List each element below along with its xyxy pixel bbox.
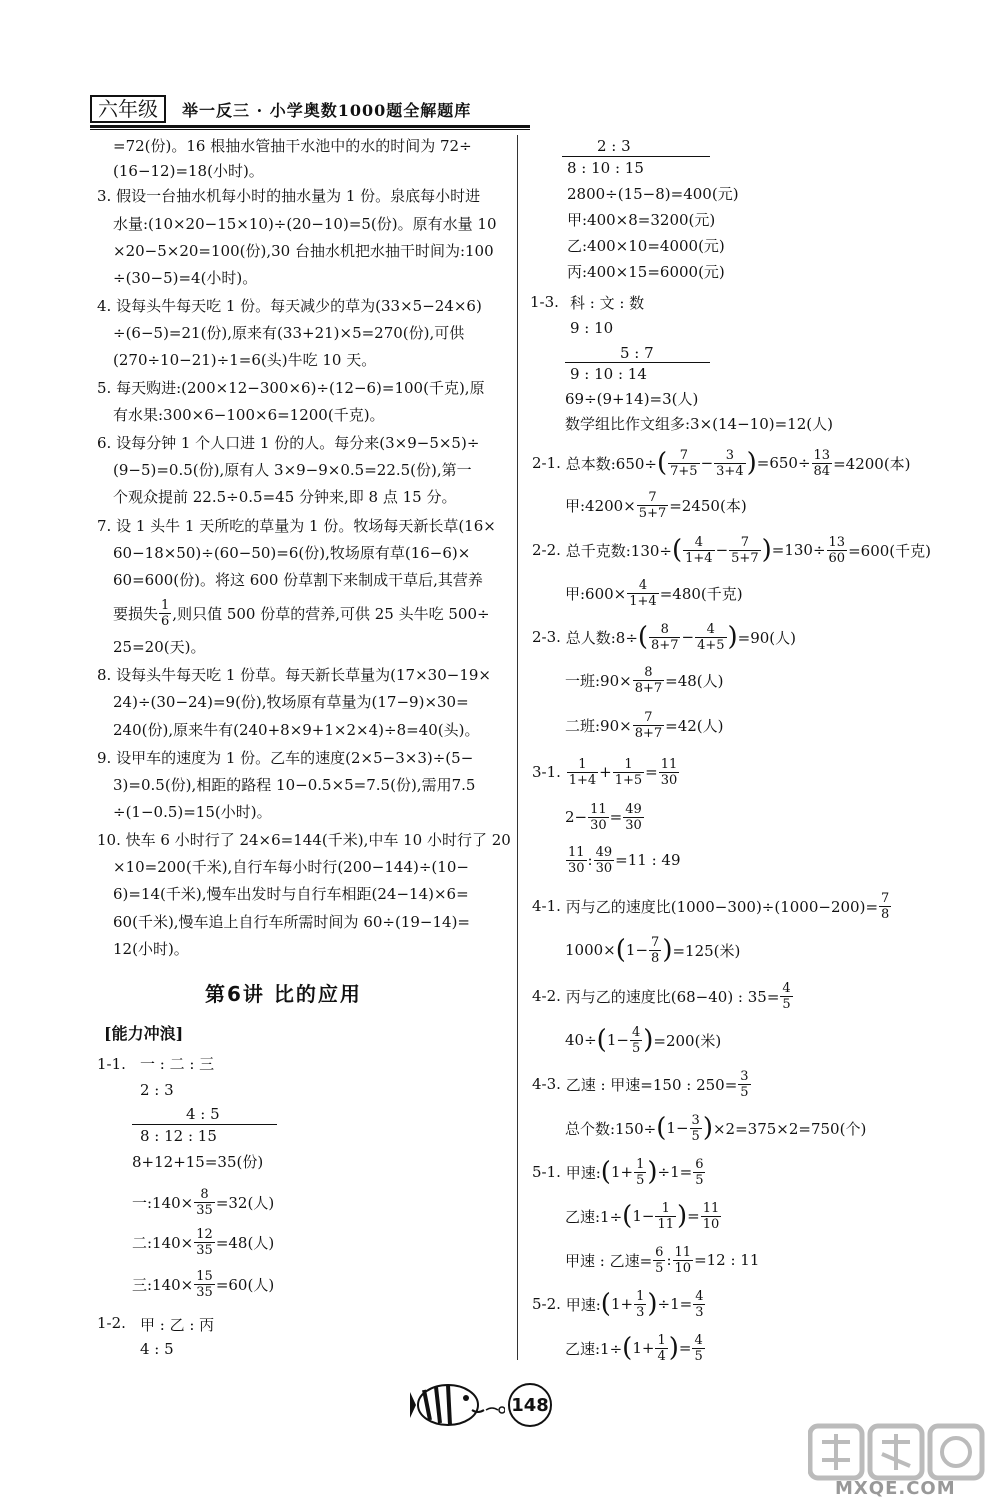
numerator: 1 — [657, 1332, 666, 1348]
equation-2-3-total — [532, 617, 796, 657]
fraction — [690, 1113, 702, 1144]
solution-line: 3. 假设一台抽水机每小时的抽水量为 1 份。泉底每小时进 — [97, 187, 481, 205]
text: =4200(本) — [833, 454, 911, 473]
equation-2-2-total — [532, 530, 931, 570]
text: =60(人) — [215, 1275, 275, 1294]
text: =90(人) — [737, 628, 797, 647]
paren: ( — [637, 622, 649, 652]
numerator: 11 — [702, 1200, 720, 1216]
numerator: 11 — [590, 801, 607, 817]
text: 总本数:650÷ — [565, 454, 657, 473]
text: =48(人) — [665, 671, 724, 690]
fraction — [668, 448, 699, 479]
denominator: 5 — [782, 996, 791, 1012]
fraction — [567, 757, 598, 788]
numerator: 6 — [695, 1156, 704, 1172]
numerator: 1 — [655, 1201, 676, 1217]
problem-label: 4-1. — [532, 897, 561, 915]
text: =2450(本) — [669, 496, 747, 515]
numerator: 1 — [636, 1156, 645, 1172]
fraction — [633, 665, 664, 696]
equation-3-1-sum — [532, 752, 680, 792]
equation-3-1-diff — [565, 797, 645, 837]
fraction — [879, 891, 891, 922]
numerator: 8 — [633, 665, 664, 681]
fraction — [683, 535, 714, 566]
one: 1− — [606, 1031, 629, 1049]
fraction — [194, 1269, 215, 1300]
problem-label: 2-1. — [532, 454, 561, 472]
colon: : — [666, 1251, 672, 1269]
denominator: 84 — [813, 463, 831, 479]
text: 甲:600× — [565, 584, 627, 603]
text: 二班:90× — [565, 716, 632, 735]
fraction — [693, 1157, 705, 1188]
solution-line: 60−18×50)÷(60−50)=6(份),牧场原有草(16−6)× — [113, 544, 471, 562]
paren: ) — [677, 1201, 688, 1231]
solution-line: (16−12)=18(小时)。 — [113, 162, 264, 180]
text: ÷1= — [657, 1295, 693, 1313]
equation-5-2-yi — [565, 1328, 706, 1368]
minus: − — [681, 628, 695, 646]
equation-5-1-ratio — [565, 1240, 759, 1280]
solution-line: 10. 快车 6 小时行了 24×6=144(千米),中车 10 小时行了 20 — [97, 831, 511, 849]
numerator: 49 — [625, 801, 642, 817]
solution-line: 个观众提前 22.5÷0.5=45 分钟来,即 8 点 15 分。 — [113, 488, 457, 506]
denominator: 5 — [695, 1172, 704, 1188]
text: 乙速:1÷ — [565, 1339, 623, 1358]
text: 丙与乙的速度比(1000−300)÷(1000−200)= — [565, 897, 879, 916]
denominator: 4+5 — [697, 637, 725, 653]
fish-mascot-icon — [410, 1380, 505, 1430]
fraction — [827, 535, 848, 566]
text: 甲:4200× — [565, 496, 636, 515]
ratio-rule — [565, 362, 710, 363]
solution-line: 12(小时)。 — [113, 940, 189, 958]
paren: ) — [647, 1157, 658, 1187]
fraction — [634, 1157, 646, 1188]
text: =12 : 11 — [694, 1251, 760, 1269]
minus: − — [715, 541, 729, 559]
denominator: 5 — [740, 1084, 749, 1100]
numerator: 7 — [633, 710, 664, 726]
text: 总个数:150÷ — [565, 1119, 657, 1138]
equals: = — [645, 763, 658, 781]
fraction — [673, 1245, 694, 1276]
section-title: 第6讲 比的应用 — [205, 982, 362, 1006]
problem-1-3-label: 1-3. — [530, 293, 559, 311]
text: 1000× — [565, 941, 616, 959]
solution-line: 4. 设每头牛每天吃 1 份。每天减少的草为(33×5−24×6) — [97, 297, 482, 315]
numerator: 1 — [161, 597, 170, 613]
text: 甲速: — [565, 1295, 601, 1314]
fraction — [659, 757, 680, 788]
solution-line: ×10=200(千米),自行车每小时行(200−144)÷(10− — [113, 858, 469, 876]
problem-label: 2-3. — [532, 628, 561, 646]
watermark-url: MXQE.COM — [835, 1478, 956, 1499]
calc-line: 乙:400×10=4000(元) — [567, 237, 725, 255]
problem-label: 2-2. — [532, 541, 561, 559]
numerator: 12 — [196, 1226, 213, 1242]
text: =125(米) — [672, 941, 741, 960]
denominator: 5 — [691, 1128, 700, 1144]
page-number: 148 — [508, 1383, 552, 1427]
denominator: 8 — [881, 906, 890, 922]
solution-line: 24)÷(30−24)=9(份),牧场原有草量为(17−9)×30= — [113, 693, 469, 711]
equation-3-1-ratio — [565, 840, 681, 880]
denominator: 35 — [196, 1202, 213, 1218]
equals: = — [678, 1339, 692, 1357]
text: 要损失 — [113, 604, 159, 623]
text: 三:140× — [132, 1275, 194, 1294]
one: 1+ — [632, 1339, 655, 1357]
solution-line: 7. 设 1 头牛 1 天所吃的草量为 1 份。牧场每天新长草(16× — [97, 517, 496, 535]
calc-line: 69÷(9+14)=3(人) — [565, 390, 699, 408]
paren: ( — [596, 1025, 607, 1055]
equation-4-2-ratio — [532, 976, 794, 1016]
one: 1− — [625, 941, 649, 959]
solution-line: =72(份)。16 根抽水管抽干水池中的水的时间为 72÷ — [113, 137, 472, 155]
fraction — [630, 1025, 642, 1056]
fraction — [695, 622, 726, 653]
equation-2-3-class2 — [565, 705, 724, 745]
denominator: 3 — [636, 1304, 645, 1320]
fraction — [566, 845, 587, 876]
denominator: 5 — [694, 1348, 703, 1364]
equation-4-1-ratio — [532, 886, 892, 926]
problem-label: 3-1. — [532, 763, 561, 781]
equation-2-2-jia — [565, 573, 743, 613]
denominator: 5+7 — [731, 550, 759, 566]
minus: − — [700, 454, 714, 472]
paren: ) — [647, 1289, 658, 1319]
equation-4-3-ratio — [532, 1064, 752, 1104]
paren: ( — [600, 1289, 611, 1319]
solution-line: 60(千米),慢车追上自行车所需时间为 60÷(19−14)= — [113, 913, 470, 931]
ratio-row: 2 : 3 — [597, 137, 631, 155]
solution-line: (270÷10−21)÷1=6(头)牛吃 10 天。 — [113, 351, 377, 369]
text: ÷1= — [657, 1163, 693, 1181]
text: =600(千克) — [848, 541, 931, 560]
solution-line: 6. 设每分钟 1 个人口进 1 份的人。每分来(3×9−5×5)÷ — [97, 434, 480, 452]
fraction — [738, 1069, 750, 1100]
denominator: 11 — [657, 1216, 674, 1232]
ratio-row: 9 : 10 : 14 — [570, 365, 647, 383]
solution-line: ÷(30−5)=4(小时)。 — [113, 269, 258, 287]
paren: ) — [727, 622, 738, 652]
numerator: 1 — [636, 1288, 645, 1304]
fraction — [594, 845, 615, 876]
equation-5-1-jia — [532, 1152, 706, 1192]
ratio-row: 4 : 5 — [140, 1340, 174, 1358]
solution-line: 9. 设甲车的速度为 1 份。乙车的速度(2×5−3×3)÷(5− — [97, 749, 474, 767]
numerator: 7 — [881, 890, 890, 906]
paren: ) — [746, 448, 757, 478]
text: 乙速:1÷ — [565, 1207, 623, 1226]
equation-5-2-jia — [532, 1284, 706, 1324]
equation-2-1-jia — [565, 485, 747, 525]
numerator: 4 — [782, 980, 791, 996]
numerator: 3 — [691, 1112, 700, 1128]
paren: ( — [622, 1201, 633, 1231]
equation-4-1-distance — [565, 930, 740, 970]
fraction — [588, 802, 609, 833]
numerator: 1 — [613, 757, 644, 773]
solution-line: 60=600(份)。将这 600 份草割下来制成干草后,其营养 — [113, 571, 483, 589]
problem-label: 4-3. — [532, 1075, 561, 1093]
ratio-row: 2 : 3 — [140, 1081, 174, 1099]
fraction — [637, 490, 668, 521]
solution-line: (9−5)=0.5(份),原有人 3×9−9×0.5=22.5(份),第一 — [113, 461, 472, 479]
numerator: 3 — [714, 448, 745, 464]
text: 一:140× — [132, 1193, 194, 1212]
denominator: 30 — [568, 860, 585, 876]
problem-label: 5-2. — [532, 1295, 561, 1313]
numerator: 49 — [595, 844, 613, 860]
solution-line: 240(份),原来牛有(240+8×9+1×2×4)÷8=40(头)。 — [113, 721, 480, 739]
colon: : — [587, 851, 593, 869]
problem-1-1-label: 1-1. — [97, 1055, 126, 1073]
denominator: 5 — [631, 1040, 641, 1056]
fraction — [701, 1201, 722, 1232]
paren: ( — [656, 448, 668, 478]
numerator: 4 — [683, 535, 714, 551]
text: =32(人) — [215, 1193, 275, 1212]
header-rule-thin — [90, 129, 530, 130]
paren: ) — [662, 935, 673, 965]
numerator: 8 — [194, 1187, 215, 1203]
paren: ( — [671, 535, 683, 565]
calc-line: 丙:400×15=6000(元) — [567, 263, 725, 281]
fraction — [623, 802, 644, 833]
denominator: 30 — [660, 772, 678, 788]
fraction — [627, 578, 658, 609]
calc-line — [132, 1222, 274, 1262]
text: 40÷ — [565, 1031, 597, 1049]
denominator: 60 — [828, 550, 846, 566]
fraction — [729, 535, 760, 566]
text: 总千克数:130÷ — [565, 541, 672, 560]
numerator: 11 — [674, 1244, 692, 1260]
numerator: 1 — [567, 757, 598, 773]
paren: ) — [668, 1333, 679, 1363]
calc-line: 2800÷(15−8)=400(元) — [567, 185, 739, 203]
numerator: 8 — [649, 622, 680, 638]
equation-5-1-yi — [565, 1196, 722, 1236]
book-series-title: 举一反三 · 小学奥数1000题全解题库 — [182, 101, 472, 120]
fraction-one-sixth — [159, 598, 171, 629]
paren: ( — [656, 1113, 667, 1143]
calc-line: 数学组比作文组多:3×(14−10)=12(人) — [565, 415, 833, 433]
fraction — [649, 622, 680, 653]
ratio-row: 4 : 5 — [186, 1105, 220, 1123]
ratio-row: 5 : 7 — [620, 344, 654, 362]
denominator: 30 — [590, 817, 607, 833]
numerator: 11 — [568, 844, 585, 860]
text: 乙速 : 甲速=150 : 250= — [565, 1075, 738, 1094]
ratio-rule — [132, 1124, 277, 1125]
text: =11 : 49 — [615, 851, 681, 869]
denominator: 7+5 — [670, 463, 698, 479]
numerator: 4 — [695, 622, 726, 638]
solution-line: 25=20(天)。 — [113, 638, 206, 656]
one: 1+ — [610, 1295, 634, 1313]
solution-line: 6)=14(千米),慢车出发时与自行车相距(24−14)×6= — [113, 885, 469, 903]
solution-line: 8. 设每头牛每天吃 1 份草。每天新长草量为(17×30−19× — [97, 666, 491, 684]
plus: + — [599, 763, 612, 781]
text: 二:140× — [132, 1233, 194, 1252]
fraction — [692, 1333, 704, 1364]
equation-2-3-class1 — [565, 660, 724, 700]
denominator: 10 — [674, 1260, 692, 1276]
equation-4-3-total — [565, 1108, 866, 1148]
ratio-row: 8 : 12 : 15 — [140, 1127, 217, 1145]
ratio-header: 一 : 二 : 三 — [140, 1055, 215, 1073]
denominator: 8 — [651, 950, 660, 966]
fraction — [634, 1289, 646, 1320]
fraction — [613, 757, 644, 788]
fraction — [714, 448, 745, 479]
paren: ( — [622, 1333, 633, 1363]
column-divider — [517, 135, 518, 1360]
calc-line: 甲:400×8=3200(元) — [567, 211, 716, 229]
problem-label: 4-2. — [532, 987, 561, 1005]
denominator: 30 — [625, 817, 642, 833]
numerator: 4 — [695, 1288, 704, 1304]
header-rule — [90, 125, 530, 128]
numerator: 15 — [196, 1268, 213, 1284]
text: =48(人) — [215, 1233, 275, 1252]
numerator: 4 — [627, 578, 658, 594]
fraction — [655, 1333, 667, 1364]
numerator: 7 — [668, 448, 699, 464]
fraction — [812, 448, 833, 479]
fraction — [693, 1289, 705, 1320]
text: 总人数:8÷ — [565, 628, 638, 647]
problem-1-2-label: 1-2. — [97, 1314, 126, 1332]
text: =650÷ — [756, 454, 811, 472]
denominator: 1+4 — [568, 772, 597, 788]
paren: ( — [600, 1157, 611, 1187]
solution-line: ÷(1−0.5)=15(小时)。 — [113, 803, 272, 821]
one: 1− — [632, 1207, 655, 1225]
denominator: 1+4 — [629, 593, 657, 609]
denominator: 35 — [196, 1242, 213, 1258]
ratio-header: 科 : 文 : 数 — [570, 294, 645, 312]
text: ,则只值 500 份草的营养,可供 25 头牛吃 500÷ — [172, 604, 490, 623]
one: 1+ — [610, 1163, 634, 1181]
numerator: 6 — [655, 1244, 664, 1260]
paren: ) — [702, 1113, 713, 1143]
denominator: 30 — [595, 860, 613, 876]
paren: ) — [761, 535, 772, 565]
fraction — [633, 710, 664, 741]
numerator: 7 — [637, 490, 668, 506]
equation-2-1-total — [532, 443, 911, 483]
text: 丙与乙的速度比(68−40) : 35= — [565, 987, 780, 1006]
denominator: 35 — [196, 1284, 213, 1300]
text: 2− — [565, 808, 588, 826]
fraction — [649, 935, 661, 966]
numerator: 13 — [828, 534, 846, 550]
solution-line: 5. 每天购进:(200×12−300×6)÷(12−6)=100(千克),原 — [97, 379, 485, 397]
numerator: 13 — [813, 447, 831, 463]
ratio-rule — [562, 156, 710, 157]
equation-4-2-distance — [565, 1020, 721, 1060]
denominator: 1+5 — [614, 772, 643, 788]
solution-line: ×20−5×20=100(份),30 台抽水机把水抽干时间为:100 — [113, 242, 494, 260]
numerator: 7 — [651, 934, 660, 950]
paren: ) — [643, 1025, 654, 1055]
ratio-sum: 8+12+15=35(份) — [132, 1153, 264, 1171]
ratio-row: 8 : 10 : 15 — [567, 159, 644, 177]
calc-line — [132, 1264, 274, 1304]
equals: = — [609, 808, 623, 826]
solution-line: 水量:(10×20−15×10)÷(20−10)=5(份)。原有水量 10 — [113, 215, 497, 233]
paren: ( — [615, 935, 626, 965]
denominator: 1+4 — [685, 550, 713, 566]
denominator: 6 — [161, 613, 170, 629]
one: 1− — [666, 1119, 689, 1137]
numerator: 7 — [729, 535, 760, 551]
solution-line: ÷(6−5)=21(份),原来有(33+21)×5=270(份),可供 — [113, 324, 465, 342]
numerator: 11 — [660, 756, 678, 772]
fraction — [194, 1187, 215, 1218]
fraction — [653, 1245, 665, 1276]
denominator: 5 — [655, 1260, 664, 1276]
text: =42(人) — [665, 716, 724, 735]
denominator: 10 — [702, 1216, 720, 1232]
numerator: 4 — [694, 1332, 703, 1348]
denominator: 8+7 — [634, 725, 663, 741]
text: 甲速 : 乙速= — [565, 1251, 653, 1270]
ratio-header: 甲 : 乙 : 丙 — [140, 1316, 215, 1334]
text: =130÷ — [771, 541, 826, 559]
fraction — [655, 1201, 676, 1232]
fraction — [194, 1227, 215, 1258]
text: 一班:90× — [565, 671, 632, 690]
text: =480(千克) — [659, 584, 743, 603]
text: ×2=375×2=750(个) — [712, 1119, 867, 1138]
solution-line: 3)=0.5(份),相距的路程 10−0.5×5=7.5(份),需用7.5 — [113, 776, 476, 794]
problem-label: 5-1. — [532, 1163, 561, 1181]
denominator: 5 — [636, 1172, 645, 1188]
sub-title: [能力冲浪] — [104, 1024, 184, 1043]
denominator: 3+4 — [716, 463, 744, 479]
fraction — [780, 981, 792, 1012]
text: =200(米) — [653, 1031, 722, 1050]
equals: = — [687, 1207, 700, 1225]
denominator: 5+7 — [638, 505, 667, 521]
numerator: 3 — [740, 1068, 749, 1084]
denominator: 8+7 — [651, 637, 679, 653]
solution-7-loss-line — [113, 593, 490, 633]
denominator: 3 — [695, 1304, 704, 1320]
ratio-row: 9 : 10 — [570, 319, 614, 337]
denominator: 4 — [657, 1348, 666, 1364]
numerator: 4 — [631, 1024, 641, 1040]
denominator: 8+7 — [634, 680, 663, 696]
grade-label: 六年级 — [90, 95, 166, 123]
text: 甲速: — [565, 1163, 601, 1182]
solution-line: 有水果:300×6−100×6=1200(千克)。 — [113, 406, 385, 424]
calc-line — [132, 1182, 274, 1222]
